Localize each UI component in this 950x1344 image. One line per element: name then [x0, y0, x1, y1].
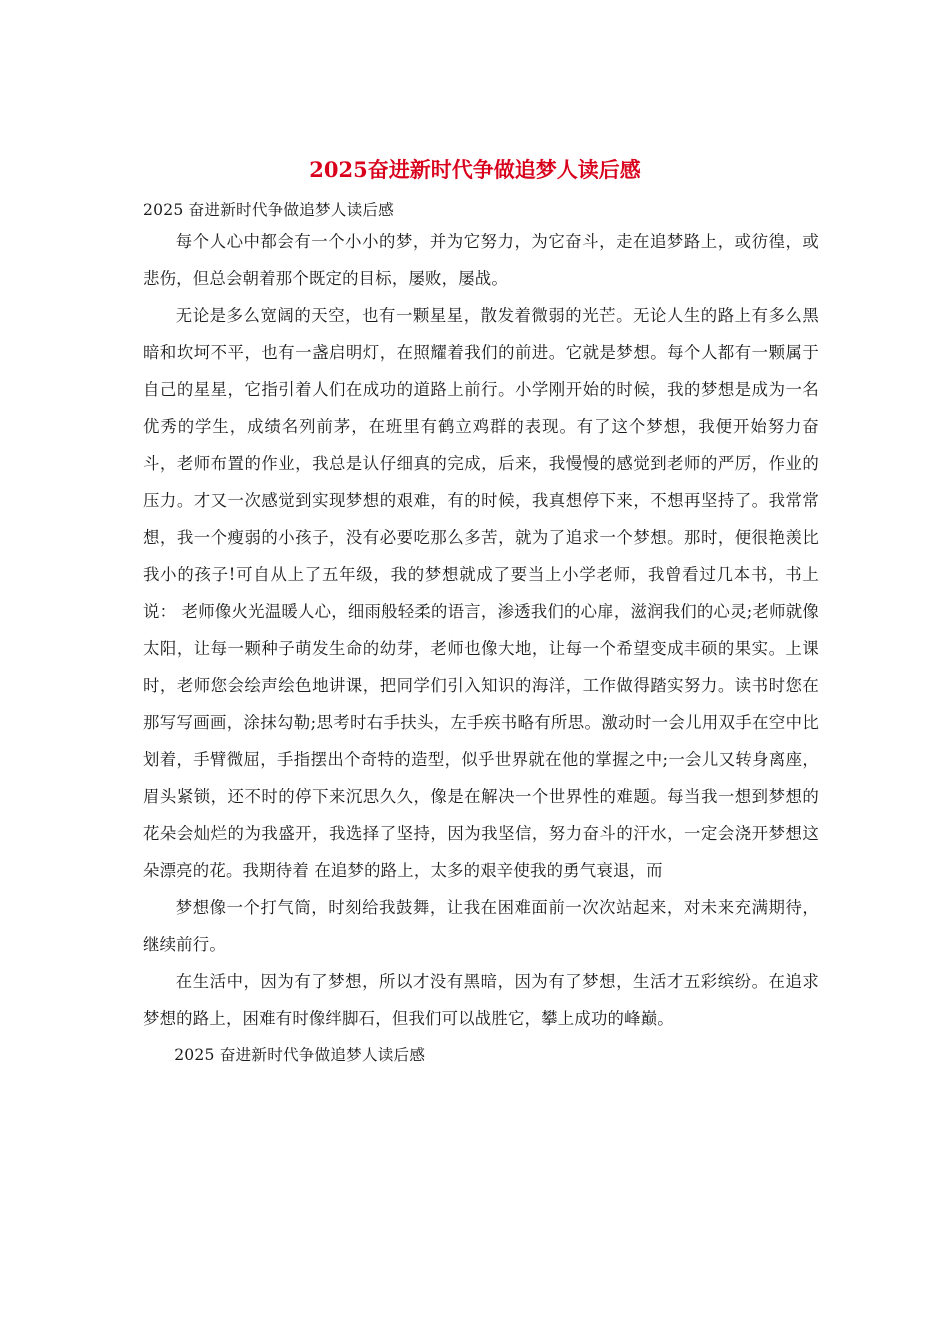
- document-subtitle: 2025 奋进新时代争做追梦人读后感: [143, 201, 394, 219]
- paragraph-2: 无论是多么宽阔的天空，也有一颗星星，散发着微弱的光芒。无论人生的路上有多么黑暗和坎坷不平，也有一盏启明灯，在照耀着我们的前进。它就是梦想。每个人都有一颗属于自己的星星，它指引着人们在成功的道路上前行。小学刚开始的时候，我的梦想是成为一名优秀的学生，成绩名列前茅，在班里有鹤立鸡群的表现。有了这个梦想，我便开始努力奋斗，老师布置的作业，我总是认仔细真的完成，后来，我慢慢的感觉到老师的严厉，作业的压力。才又一次感觉到实现梦想的艰难，有的时候，我真想停下来，不想再坚持了。我常常想，我一个瘦弱的小孩子，没有必要吃那么多苦，就为了追求一个梦想。那时，便很艳羡比我小的孩子!可自从上了五年级，我的梦想就成了要当上小学老师，我曾看过几本书，书上说： 老师像火光温暖人心，细雨般轻柔的语言，渗透我们的心扉，滋润我们的心灵;老师就像太阳，让每一颗种子萌发生命的幼芽，老师也像大地，让每一个希望变成丰硕的果实。上课时，老师您会绘声绘色地讲课，把同学们引入知识的海洋，工作做得踏实努力。读书时您在那写写画画，涂抹勾勒;思考时右手扶头，左手疾书略有所思。激动时一会儿用双手在空中比划着，手臂微屈，手指摆出个奇特的造型，似乎世界就在他的掌握之中;一会儿又转身离座，眉头紧锁，还不时的停下来沉思久久，像是在解决一个世界性的难题。每当我一想到梦想的花朵会灿烂的为我盛开，我选择了坚持，因为我坚信，努力奋斗的汗水，一定会浇开梦想这朵漂亮的花。我期待着 在追梦的路上，太多的艰辛使我的勇气衰退，而: [143, 306, 819, 880]
- paragraph-3: 梦想像一个打气筒，时刻给我鼓舞，让我在困难面前一次次站起来，对未来充满期待，继续前行。: [143, 898, 819, 954]
- closing-line: 2025 奋进新时代争做追梦人读后感: [174, 1046, 426, 1064]
- paragraph-1: 每个人心中都会有一个小小的梦，并为它努力，为它奋斗，走在追梦路上，或彷徨，或悲伤，但总会朝着那个既定的目标，屡败，屡战。: [143, 232, 819, 288]
- paragraph-4: 在生活中，因为有了梦想，所以才没有黑暗，因为有了梦想，生活才五彩缤纷。在追求梦想的路上，困难有时像绊脚石，但我们可以战胜它，攀上成功的峰巅。: [143, 972, 819, 1028]
- document-body: [143, 197, 819, 1073]
- document-title: 2025奋进新时代争做追梦人读后感: [309, 157, 641, 182]
